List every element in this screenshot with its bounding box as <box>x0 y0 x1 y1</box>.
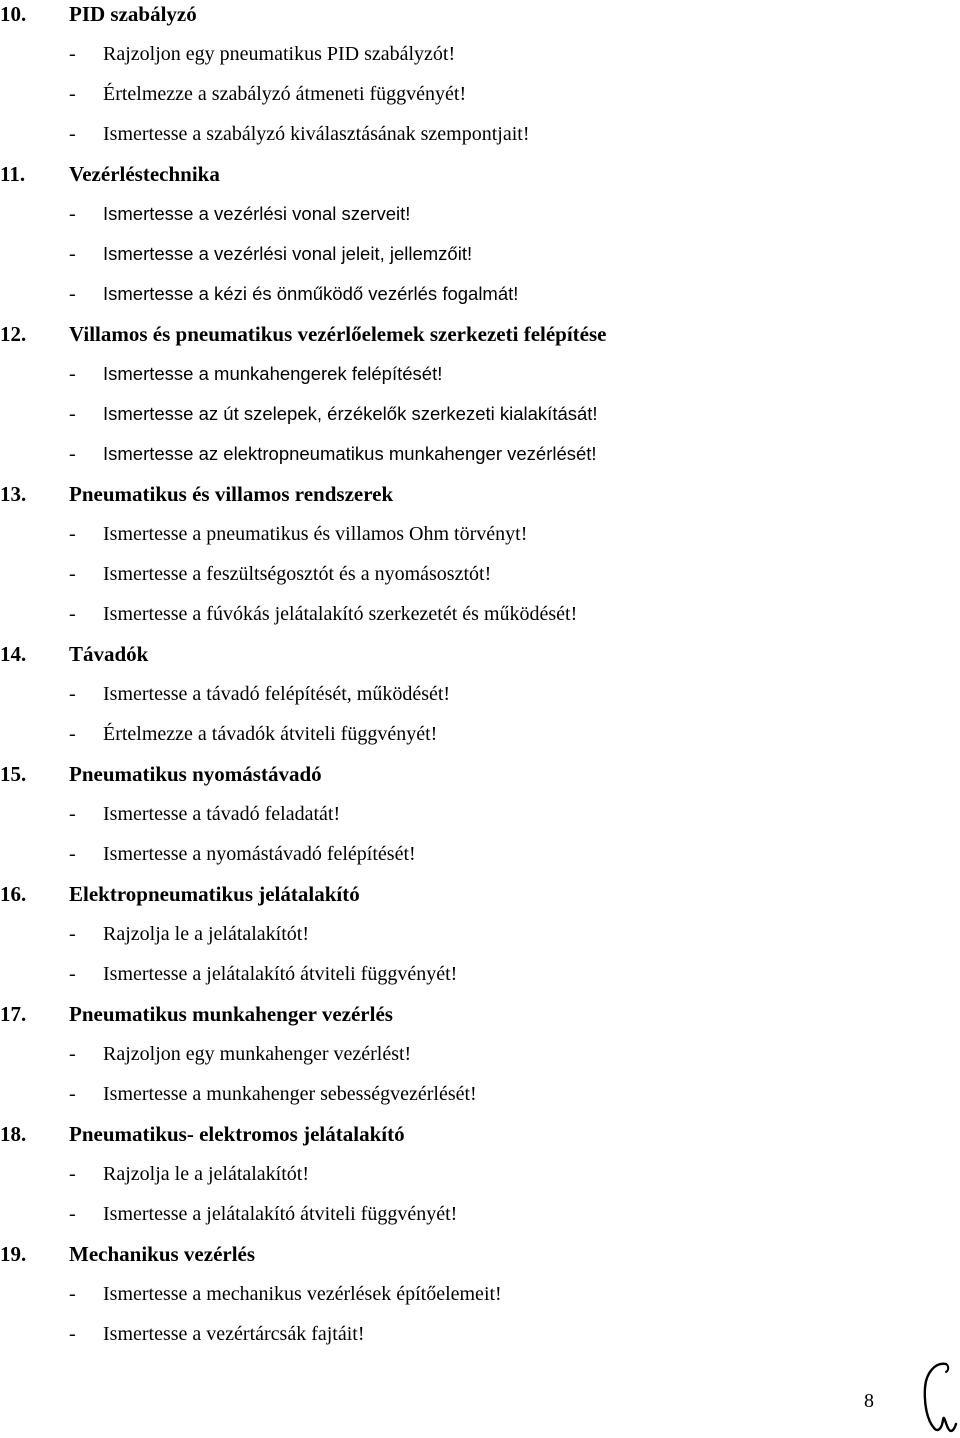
topic-title: Pneumatikus nyomástávadó <box>69 762 322 786</box>
topic-number: 10. <box>0 2 27 26</box>
list-bullet-dash: - <box>69 1323 76 1345</box>
list-bullet-dash: - <box>69 203 76 225</box>
list-item-text: Ismertesse a kézi és önműködő vezérlés fogalmát! <box>103 283 519 304</box>
topic-heading <box>0 1114 960 1154</box>
list-bullet-dash: - <box>69 603 76 625</box>
list-item <box>0 1314 960 1354</box>
list-bullet-dash: - <box>69 43 76 65</box>
list-item-text: Ismertesse a távadó feladatát! <box>103 803 341 825</box>
list-item <box>0 834 960 874</box>
topic-heading <box>0 874 960 914</box>
list-item-text: Rajzoljon egy munkahenger vezérlést! <box>103 1043 412 1065</box>
topic-title: Pneumatikus- elektromos jelátalakító <box>69 1122 405 1146</box>
topic-title: Mechanikus vezérlés <box>69 1242 256 1266</box>
list-bullet-dash: - <box>69 1043 76 1065</box>
list-bullet-dash: - <box>69 283 76 305</box>
list-item <box>0 194 960 234</box>
topic-section <box>0 474 960 634</box>
list-item-text: Ismertesse a mechanikus vezérlések építőelemeit! <box>103 1283 502 1305</box>
topic-heading <box>0 634 960 674</box>
topic-title: Vezérléstechnika <box>69 162 220 186</box>
list-item-text: Ismertesse a fúvókás jelátalakító szerkezetét és működését! <box>103 603 578 625</box>
list-item <box>0 114 960 154</box>
topic-number: 11. <box>0 162 26 186</box>
topic-section <box>0 1234 960 1354</box>
topic-number: 12. <box>0 322 27 346</box>
list-bullet-dash: - <box>69 843 76 865</box>
list-item <box>0 554 960 594</box>
topic-section <box>0 0 960 154</box>
list-bullet-dash: - <box>69 363 76 385</box>
list-item <box>0 74 960 114</box>
topic-title: Pneumatikus munkahenger vezérlés <box>69 1002 393 1026</box>
topic-title: Villamos és pneumatikus vezérlőelemek szerkezeti felépítése <box>69 322 607 346</box>
list-bullet-dash: - <box>69 83 76 105</box>
list-item-text: Rajzolja le a jelátalakítót! <box>103 1163 310 1185</box>
list-item <box>0 1194 960 1234</box>
topic-number: 15. <box>0 762 27 786</box>
handwritten-signature-icon <box>918 1358 960 1438</box>
list-item-text: Ismertesse a vezérlési vonal jeleit, jellemzőit! <box>103 243 473 264</box>
list-item-text: Ismertesse a munkahengerek felépítését! <box>103 363 443 384</box>
list-bullet-dash: - <box>69 443 76 465</box>
list-item-text: Ismertesse a szabályzó kiválasztásának szempontjait! <box>103 123 530 145</box>
list-item-text: Ismertesse a munkahenger sebességvezérlését! <box>103 1083 477 1105</box>
list-bullet-dash: - <box>69 243 76 265</box>
topic-title: PID szabályzó <box>69 2 197 26</box>
topic-heading <box>0 994 960 1034</box>
list-bullet-dash: - <box>69 403 76 425</box>
list-bullet-dash: - <box>69 723 76 745</box>
list-item-text: Ismertesse a vezértárcsák fajtáit! <box>103 1323 365 1345</box>
topic-section <box>0 994 960 1114</box>
list-item-text: Ismertesse a jelátalakító átviteli függvényét! <box>103 1203 458 1225</box>
topic-title: Távadók <box>69 642 149 666</box>
list-item-text: Ismertesse az út szelepek, érzékelők szerkezeti kialakítását! <box>103 403 598 424</box>
topic-heading <box>0 474 960 514</box>
list-item <box>0 1074 960 1114</box>
topic-title: Pneumatikus és villamos rendszerek <box>69 482 394 506</box>
list-item <box>0 274 960 314</box>
topic-heading <box>0 754 960 794</box>
topic-number: 16. <box>0 882 27 906</box>
topic-section <box>0 314 960 474</box>
topic-heading <box>0 154 960 194</box>
list-item <box>0 714 960 754</box>
page-number <box>0 1390 874 1413</box>
topic-number: 19. <box>0 1242 27 1266</box>
topic-section <box>0 754 960 874</box>
list-item <box>0 914 960 954</box>
list-item-text: Ismertesse a jelátalakító átviteli függvényét! <box>103 963 458 985</box>
list-bullet-dash: - <box>69 123 76 145</box>
list-item <box>0 514 960 554</box>
list-item-text: Ismertesse a feszültségosztót és a nyomásosztót! <box>103 563 492 585</box>
list-bullet-dash: - <box>69 923 76 945</box>
list-item-text: Ismertesse a pneumatikus és villamos Ohm törvényt! <box>103 523 528 545</box>
topic-number: 17. <box>0 1002 27 1026</box>
list-item-text: Rajzolja le a jelátalakítót! <box>103 923 310 945</box>
list-item <box>0 1154 960 1194</box>
list-bullet-dash: - <box>69 963 76 985</box>
list-item <box>0 594 960 634</box>
list-item <box>0 34 960 74</box>
list-bullet-dash: - <box>69 1163 76 1185</box>
list-bullet-dash: - <box>69 1083 76 1105</box>
list-bullet-dash: - <box>69 563 76 585</box>
list-item <box>0 674 960 714</box>
list-bullet-dash: - <box>69 683 76 705</box>
topic-number: 18. <box>0 1122 27 1146</box>
topic-title: Elektropneumatikus jelátalakító <box>69 882 360 906</box>
list-item <box>0 794 960 834</box>
topic-heading <box>0 1234 960 1274</box>
topic-number: 13. <box>0 482 27 506</box>
list-item <box>0 354 960 394</box>
list-item <box>0 954 960 994</box>
list-item-text: Értelmezze a szabályzó átmeneti függvényét! <box>103 83 467 105</box>
list-item <box>0 234 960 274</box>
list-item-text: Rajzoljon egy pneumatikus PID szabályzót! <box>103 43 456 65</box>
list-item <box>0 1274 960 1314</box>
list-bullet-dash: - <box>69 1283 76 1305</box>
page-number-text: 8 <box>864 1390 874 1412</box>
list-item-text: Ismertesse a vezérlési vonal szerveit! <box>103 203 411 224</box>
list-item-text: Ismertesse a távadó felépítését, működését! <box>103 683 451 705</box>
list-item-text: Ismertesse az elektropneumatikus munkahenger vezérlését! <box>103 443 597 464</box>
topic-heading <box>0 314 960 354</box>
list-item-text: Értelmezze a távadók átviteli függvényét! <box>103 723 438 745</box>
list-bullet-dash: - <box>69 523 76 545</box>
list-item <box>0 1034 960 1074</box>
topic-section <box>0 1114 960 1234</box>
topic-section <box>0 874 960 994</box>
list-bullet-dash: - <box>69 1203 76 1225</box>
list-item <box>0 434 960 474</box>
topic-heading <box>0 0 960 34</box>
topic-section <box>0 634 960 754</box>
list-item <box>0 394 960 434</box>
list-bullet-dash: - <box>69 803 76 825</box>
topic-number: 14. <box>0 642 27 666</box>
list-item-text: Ismertesse a nyomástávadó felépítését! <box>103 843 416 865</box>
topic-section <box>0 154 960 314</box>
